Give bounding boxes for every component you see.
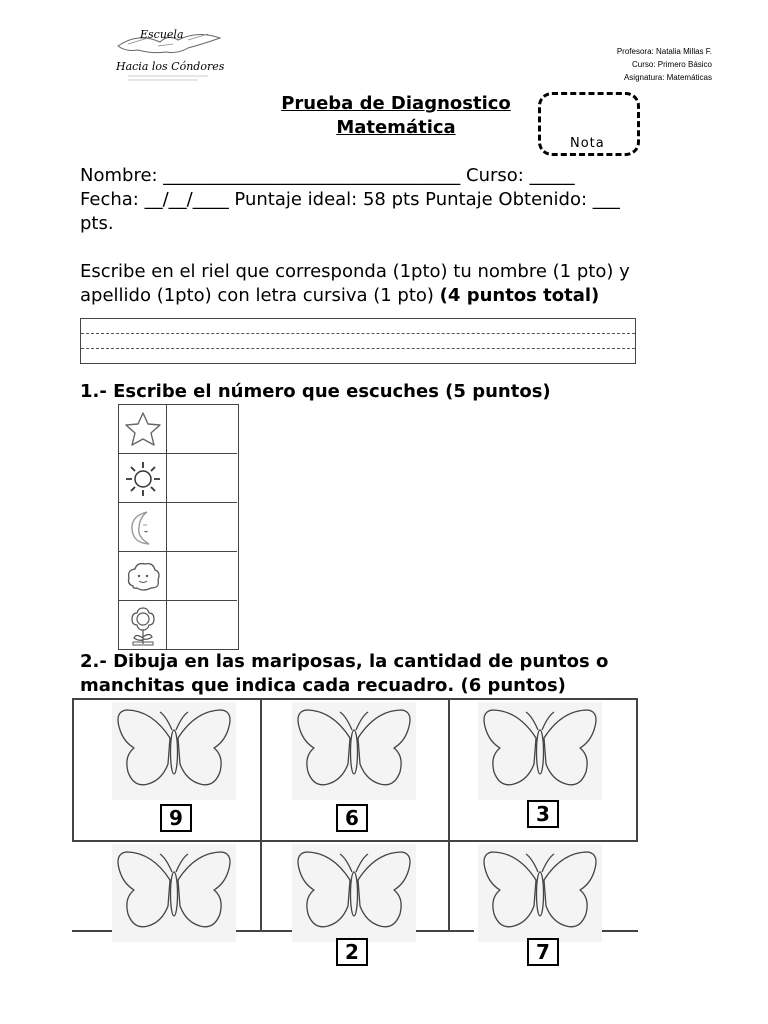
grid-line (72, 840, 638, 842)
answer-row[interactable] (119, 405, 237, 454)
question-2-title-line-2: manchitas que indica cada recuadro. (6 puntos) (80, 675, 566, 696)
symbol-answer-table (118, 404, 239, 650)
count-box: 7 (527, 938, 559, 966)
butterfly-icon[interactable] (292, 844, 416, 942)
count-box: 9 (160, 804, 192, 832)
rail-guide-line (81, 333, 635, 334)
answer-row[interactable] (119, 601, 237, 650)
grid-line (72, 698, 74, 840)
grid-line (72, 930, 112, 932)
butterfly-icon[interactable] (292, 702, 416, 800)
flower-icon (123, 605, 163, 647)
page-title: Prueba de Diagnostico (281, 93, 511, 114)
symbol-cell (119, 454, 167, 502)
grid-line (414, 930, 474, 932)
date-score-line[interactable]: Fecha: __/__/____ Puntaje ideal: 58 pts Puntaje Obtenido: ___ (80, 189, 620, 210)
star-icon (123, 409, 163, 451)
teacher-label: Profesora: Natalia Millas F. (616, 47, 712, 56)
rail-guide-line (81, 348, 635, 349)
sun-icon (123, 458, 163, 500)
grid-line (448, 698, 450, 932)
count-box: 2 (336, 938, 368, 966)
grid-line (72, 698, 638, 700)
page-subtitle: Matemática (336, 117, 456, 138)
course-label: Curso: Primero Básico (631, 60, 712, 69)
butterfly-icon[interactable] (112, 702, 236, 800)
grid-line (260, 698, 262, 932)
grid-line (636, 698, 638, 840)
subject-label: Asignatura: Matemáticas (623, 73, 712, 82)
instruction-text: apellido (1pto) con letra cursiva (1 pto) (80, 285, 440, 306)
butterfly-icon[interactable] (478, 844, 602, 942)
butterfly-icon[interactable] (478, 702, 602, 800)
points-unit: pts. (80, 213, 114, 234)
symbol-cell (119, 503, 167, 551)
symbol-cell (119, 552, 167, 600)
logo-school-name: Hacia los Cóndores (116, 60, 225, 73)
butterfly-grid (72, 698, 638, 964)
answer-row[interactable] (119, 552, 237, 601)
symbol-cell (119, 601, 167, 650)
cloud-icon (123, 556, 163, 598)
answer-row[interactable] (119, 454, 237, 503)
instruction-total: (4 puntos total) (439, 285, 600, 306)
question-1-title: 1.- Escribe el número que escuches (5 puntos) (80, 381, 551, 402)
grid-line (600, 930, 638, 932)
symbol-cell (119, 405, 167, 453)
logo-school-word: Escuela (140, 28, 184, 41)
grid-line (234, 930, 298, 932)
name-field-line[interactable]: Nombre: _________________________________ Curso: _____ (80, 165, 575, 186)
writing-rail[interactable] (80, 318, 636, 364)
answer-row[interactable] (119, 503, 237, 552)
instruction-line-2 (80, 285, 599, 306)
instruction-line-1: Escribe en el riel que corresponda (1pto) tu nombre (1 pto) y (80, 261, 630, 282)
grade-label: Nota (570, 136, 605, 151)
count-box: 6 (336, 804, 368, 832)
question-2-title-line-1: 2.- Dibuja en las mariposas, la cantidad de puntos o (80, 651, 609, 672)
count-box: 3 (527, 800, 559, 828)
moon-icon (123, 507, 163, 549)
butterfly-icon[interactable] (112, 844, 236, 942)
